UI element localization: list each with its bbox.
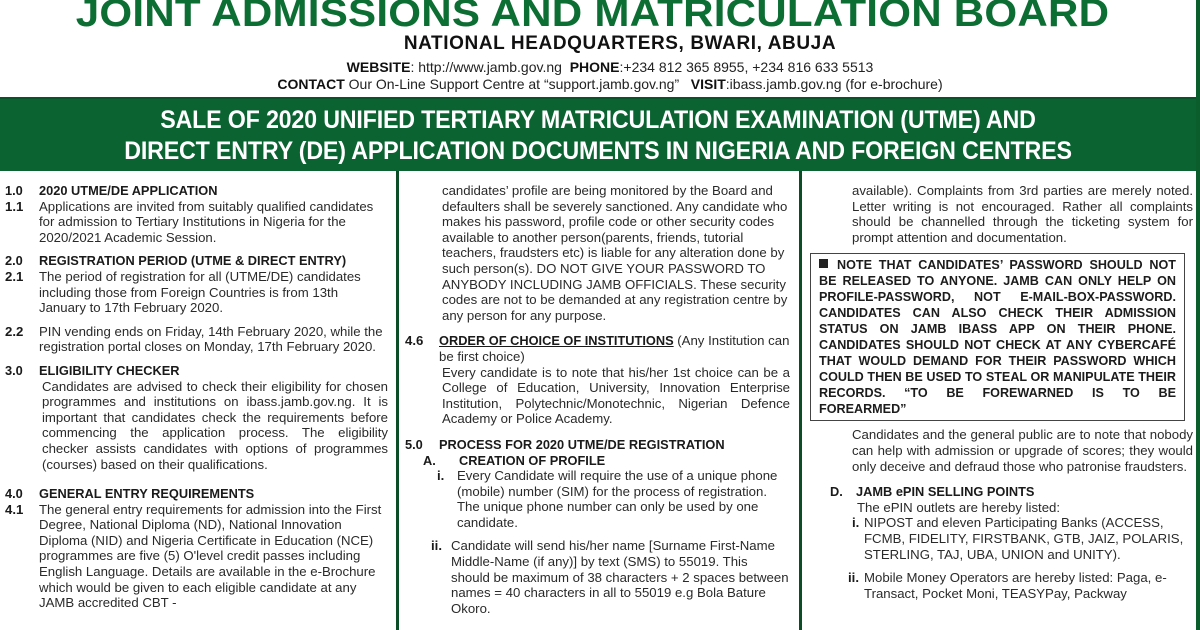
step-i: i. Every Candidate will require the use of a unique phone (mobile) number (SIM) for the process of registration. The unique phone number can only be used by one candidate. [437,468,778,530]
step-ii: ii. Candidate will send his/her name [Surname First-Name Middle-Name (if any)] by text (SMS) to 55019. This should be maximum of 38 characters + 2 spaces between names = 40 characters in all to 55019 e.g Bola Bature Okoro. [431,538,789,616]
middle-column [405,183,790,616]
security-codes-text: candidates’ profile are being monitored by the Board and defaulters shall be severely sanctioned. Any candidate who makes his password, profile code or other security codes available to another person(parents, friends, tutorial teachers, fraudsters etc) is liable for any alteration done by such person(s). DO NOT GIVE YOUR PASSWORD TO ANYBODY INCLUDING JAMB OFFICIALS. These security codes are not to be demanded at any registration centre by any person for any purpose. [442,183,788,323]
website-link[interactable]: : http://www.jamb.gov.ng [410,59,562,75]
clause-4-6: 4.6 ORDER OF CHOICE OF INSTITUTIONS (Any Institution can be first choice) [405,333,790,364]
headline-banner [0,97,1196,171]
section-heading: D. JAMB ePIN SELLING POINTS [830,484,1035,500]
section-heading: 2.0 REGISTRATION PERIOD (UTME & DIRECT ENTRY) [5,253,347,269]
organization-title: JOINT ADMISSIONS AND MATRICULATION BOARD [75,0,1110,35]
section-heading: 5.0 PROCESS FOR 2020 UTME/DE REGISTRATION [405,436,725,452]
column-divider [396,171,399,630]
contact-visit-line [0,76,1200,93]
phone-numbers: :+234 812 365 8955, +234 816 633 5513 [619,59,874,75]
right-column [810,183,1193,601]
visit-label: VISIT [690,76,726,92]
column-divider [799,171,802,630]
public-notice-text: Candidates and the general public are to note that nobody can help with admission or upgrade of scores; they would only deceive and defraud those who patronise fraudsters. [852,427,1193,474]
ibass-link[interactable]: :ibass.jamb.gov.ng (for e-brochure) [725,76,943,92]
banner-line-2: DIRECT ENTRY (DE) APPLICATION DOCUMENTS IN NIGERIA AND FOREIGN CENTRES [124,137,1072,165]
epin-outlet-ii: ii. Mobile Money Operators are hereby listed: Paga, e-Transact, Pocket Moni, TEASYPay, Packway [848,570,1167,601]
section-heading: 4.0 GENERAL ENTRY REQUIREMENTS [5,486,255,502]
subsection-heading: A. CREATION OF PROFILE [423,452,606,468]
section-heading: 1.0 2020 UTME/DE APPLICATION [5,183,218,198]
phone-label: PHONE [569,59,620,75]
contact-label: CONTACT [277,76,345,92]
website-phone-line [0,59,1200,76]
support-centre-text[interactable]: Our On-Line Support Centre at “support.jamb.gov.ng” [344,76,680,92]
clause-2-1: 2.1 The period of registration for all (UTME/DE) candidates including those from Foreign Countries is from 13th January to 17th February 2020. [5,268,361,316]
page-border [1196,0,1200,630]
section-heading: ORDER OF CHOICE OF INSTITUTIONS [439,333,674,349]
headquarters-subtitle: NATIONAL HEADQUARTERS, BWARI, ABUJA [403,33,837,54]
section-heading: 3.0 ELIGIBILITY CHECKER [5,362,180,378]
complaints-text: available). Complaints from 3rd parties are merely noted. Letter writing is not encouraged. Rather all complaints should be channelled through the ticketing system for prompt attention and documentation. [852,183,1193,245]
clause-4-1: 4.1 The general entry requirements for admission into the First Degree, National Diploma (ND), National Innovation Diploma (NID) and Nigeria Certificate in Education (NCE) programmes are five (5) O'level credit passes including English Language. Details are available in the e-Brochure which would be given to each eligible candidate at any JAMB accredited CBT - [5,501,382,611]
clause-2-2: 2.2 PIN vending ends on Friday, 14th February 2020, while the registration portal closes on Monday, 17th February 2020. [5,323,383,355]
epin-outlet-i: i. NIPOST and eleven Participating Banks (ACCESS, FCMB, FIDELITY, FIRSTBANK, GTB, JAIZ, POLARIS, STERLING, TAJ, UBA, UNION and UNITY). [852,515,1184,562]
document-header [0,0,1196,97]
eligibility-text: Candidates are advised to check their eligibility for chosen programmes and institutions on ibass.jamb.gov.ng. It is important that candidates check the requirements before commencing the application process. The eligibility checker assists candidates with options of programmes (courses) based on their qualifications. [42,378,388,472]
banner-line-1: SALE OF 2020 UNIFIED TERTIARY MATRICULATION EXAMINATION (UTME) AND [160,106,1036,134]
password-warning-box: NOTE THAT CANDIDATES’ PASSWORD SHOULD NOT BE RELEASED TO ANYONE. JAMB CAN ONLY HELP ON PROFILE-PASSWORD, NOT E-MAIL-BOX-PASSWORD. CANDIDATES CAN ALSO CHECK THEIR ADMISSION STATUS ON JAMB IBASS APP ON THEIR PHONE. CANDIDATES SHOULD NOT CHECK AT ANY CYBERCAFÉ THAT WOULD DEMAND FOR THEIR PASSWORD WHICH COULD THEN BE USED TO STEAL OR MANIPULATE THEIR RECORDS. “TO BE FOREWARNED IS TO BE FOREARMED” [810,253,1185,421]
website-label: WEBSITE [346,59,411,75]
left-column [5,183,388,611]
choice-order-text: Every candidate is to note that his/her 1st choice can be a College of Education, University, Innovation Enterprise Institution, Polytechnic/Monotechnic, Nigerian Defence Academy or Police Academy. [442,364,790,427]
square-bullet-icon [819,259,828,268]
clause-1-1: 1.1 Applications are invited from suitably qualified candidates for admission to Tertiary Institutions in Nigeria for the 2020/2021 Academic Session. [5,198,374,245]
epin-intro: The ePIN outlets are hereby listed: [857,499,1061,515]
